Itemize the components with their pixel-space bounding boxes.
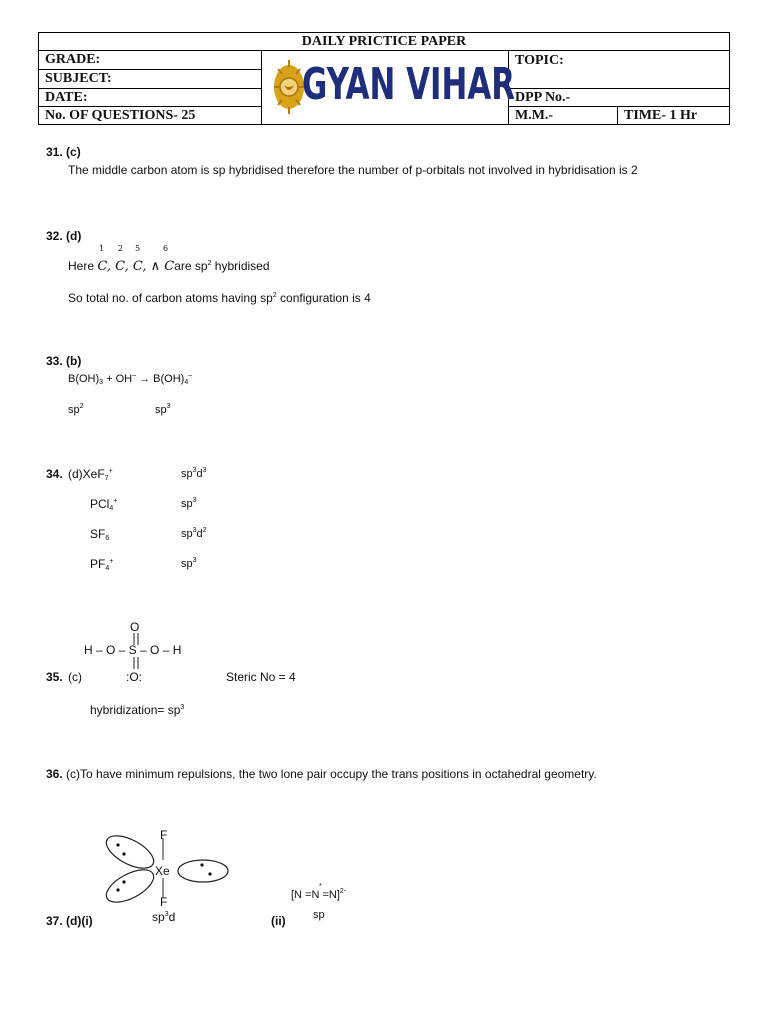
q35-double-bond-bottom — [131, 657, 141, 669]
q32-carbon-list: C, C, C, ∧ C — [97, 259, 175, 274]
marks-label: M.M.- — [508, 106, 618, 125]
topic-label: TOPIC: — [508, 50, 730, 89]
dpp-label: DPP No.- — [508, 88, 730, 107]
grade-label: GRADE: — [38, 50, 262, 70]
header-table — [38, 32, 730, 125]
paper-title: DAILY PRICTICE PAPER — [38, 32, 730, 51]
q34-hyb-1: $sp^3d^3$ — [181, 467, 207, 480]
q35-answer: (c) — [68, 670, 82, 684]
q37-fluorine-bottom: F — [160, 895, 168, 909]
q32-locant-6: 6 — [163, 244, 169, 253]
q37-azide-dot: * — [319, 883, 322, 890]
q34-row-4: $PF_4^+$ — [90, 557, 114, 572]
q37-fluorine-top: F — [160, 828, 168, 842]
q32-locant-1: 1 — [99, 244, 105, 253]
q32-line1: Here C, C, C, ∧ Care $sp^2$ hybridised — [68, 259, 270, 274]
logo-wordmark: GYAN VIHAR — [302, 59, 516, 110]
q37-part-ii: (ii) — [271, 914, 286, 928]
q34-row-3: $SF_6$ — [90, 527, 110, 542]
q35-steric-number: Steric No = 4 — [226, 670, 296, 684]
q33-equation: $B(OH)_3 + OH^- \to B(OH)_4^-$ — [68, 372, 193, 386]
q35-structure: H – O – S – O – H — [84, 643, 182, 657]
q32-number: 32. (d) — [46, 229, 82, 243]
q35-number: 35. — [46, 670, 63, 684]
q37-hyb-i: $sp^3d$ — [152, 910, 176, 924]
date-label: DATE: — [38, 88, 262, 107]
q32-locant-2: 2 — [118, 244, 124, 253]
q31-number: 31. (c) — [46, 145, 81, 159]
q34-row-1: (d)XeF$_7$+ — [68, 467, 113, 482]
q34-hyb-2: $sp^3$ — [181, 497, 197, 510]
subject-label: SUBJECT: — [38, 69, 262, 89]
q34-row-2: PCl$_4$+ — [90, 497, 118, 512]
q33-hyb-left: $sp^2$ — [68, 403, 84, 416]
q31-explanation: The middle carbon atom is sp hybridised therefore the number of p-orbitals not involved in hybridisation is 2 — [68, 163, 638, 177]
q35-hybridization: hybridization= $sp^3$ — [90, 703, 185, 717]
q37-xenon: Xe — [155, 864, 170, 878]
q35-bottom-oxygen: :O: — [126, 670, 143, 684]
sun-emblem-icon — [272, 57, 306, 117]
q34-hyb-3: $sp^3d^2$ — [181, 527, 207, 540]
q34-hyb-4: $sp^3$ — [181, 557, 197, 570]
q37-hyb-ii: sp — [313, 909, 325, 921]
q32-line2: So total no. of carbon atoms having $sp^2$ configuration is 4 — [68, 291, 371, 305]
q33-hyb-right: $sp^3$ — [155, 403, 171, 416]
q35-top-oxygen: O — [130, 620, 140, 634]
q34-number: 34. — [46, 467, 63, 481]
time-label: TIME- 1 Hr — [617, 106, 730, 125]
q37-number: 37. (d)(i) — [46, 914, 93, 928]
q33-number: 33. (b) — [46, 354, 82, 368]
questions-label: No. OF QUESTIONS- 25 — [38, 106, 262, 125]
school-logo — [261, 50, 516, 125]
q37-azide: [N =N =N]$^{2-}$ — [291, 888, 347, 901]
q36-line: 36. (c)To have minimum repulsions, the two lone pair occupy the trans positions in octahedral geometry. — [46, 767, 597, 781]
q32-locant-5: 5 — [135, 244, 141, 253]
